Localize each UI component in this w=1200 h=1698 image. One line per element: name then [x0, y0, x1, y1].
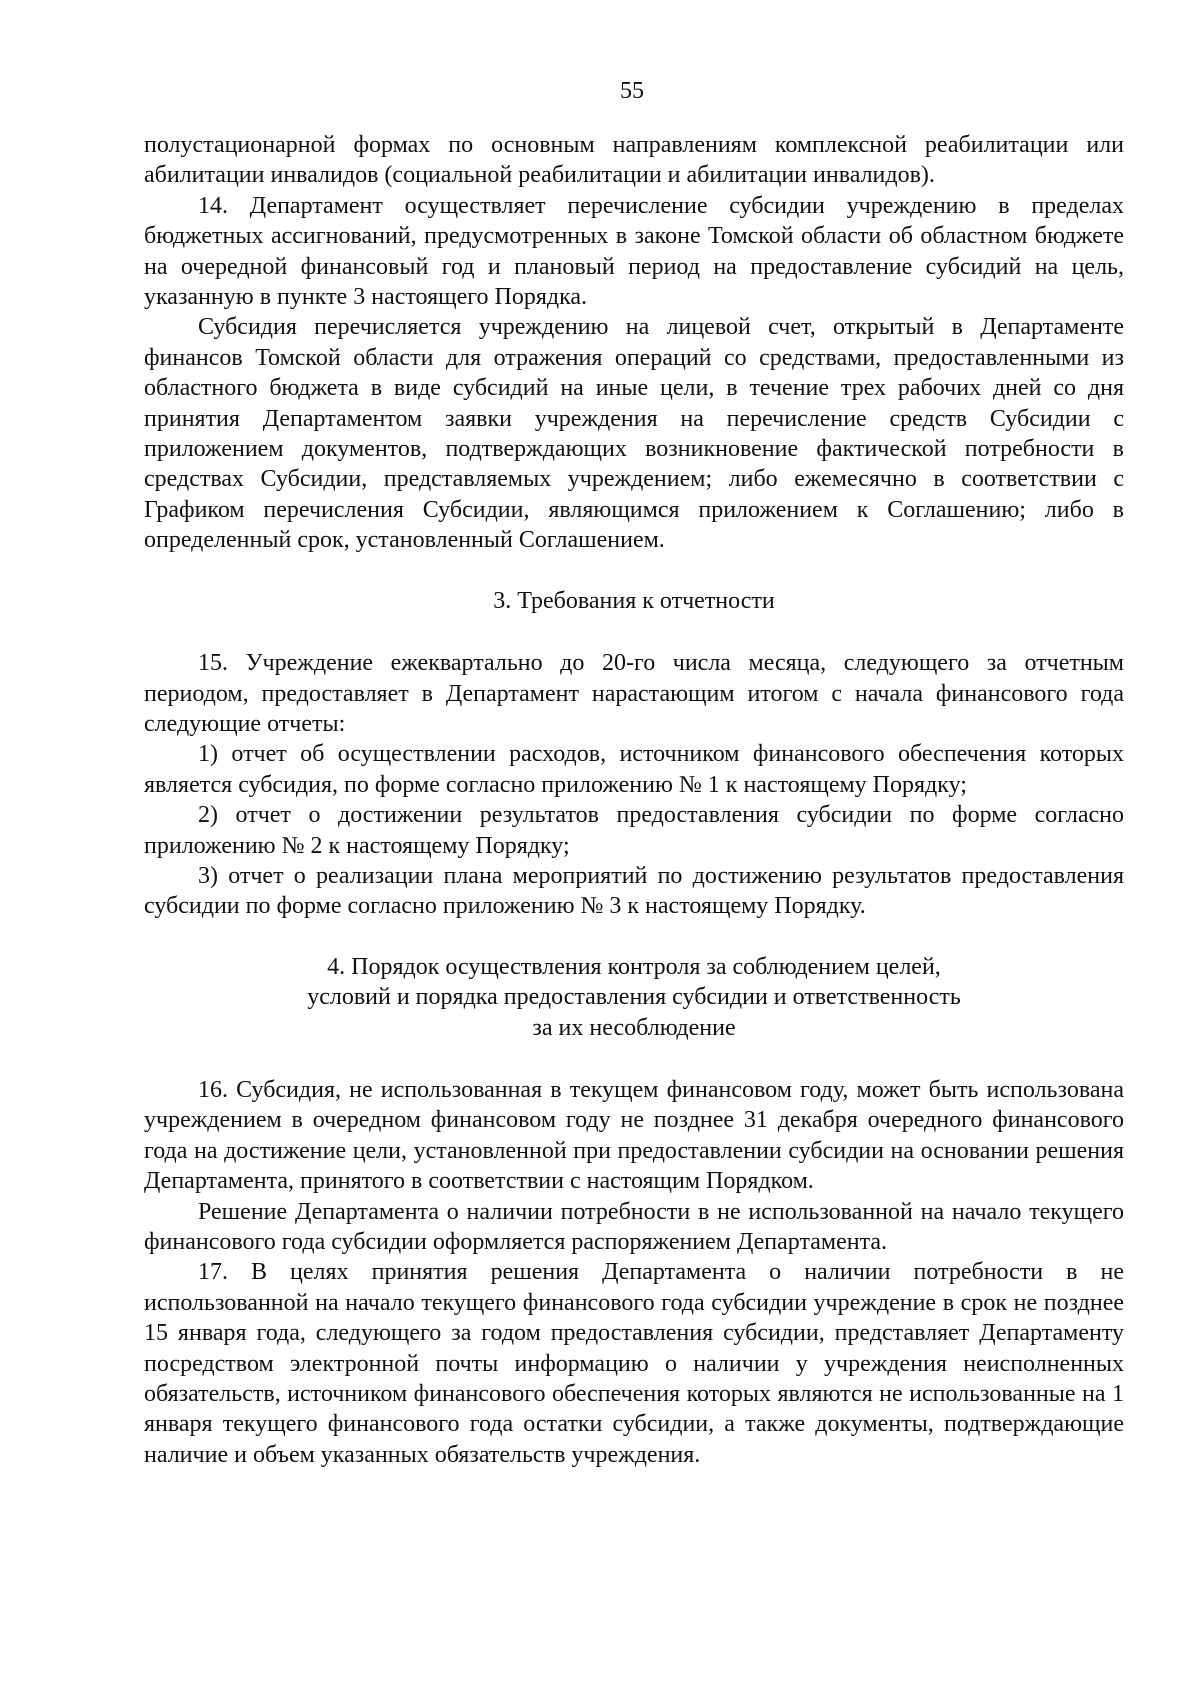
document-body	[144, 130, 1124, 1470]
report-item-3: 3) отчет о реализации плана мероприятий по достижению результатов предоставления субсидии по форме согласно приложению № 3 к настоящему Порядку.	[144, 862, 1124, 920]
section-3-heading: 3. Требования к отчетности	[493, 587, 775, 614]
page-number: 55	[620, 78, 644, 104]
section-4-heading-line: за их несоблюдение	[532, 1014, 736, 1041]
paragraph-subsidy-transfer: Субсидия перечисляется учреждению на лицевой счет, открытый в Департаменте финансов Томской области для отражения операций со средствами, предоставленными из областного бюджета в виде субсидий на иные цели, в течение трех рабочих дней со дня принятия Департаментом заявки учреждения на перечисление средств Субсидии с приложением документов, подтверждающих возникновение фактической потребности в средствах Субсидии, представляемых учреждением; либо ежемесячно в соответствии с Графиком перечисления Субсидии, являющимся приложением к Соглашению; либо в определенный срок, установленный Соглашением.	[144, 314, 1124, 554]
paragraph-item-14: 14. Департамент осуществляет перечисление субсидии учреждению в пределах бюджетных ассигнований, предусмотренных в законе Томской области об областном бюджете на очередной финансовый год и плановый период на предоставление субсидий на цель, указанную в пункте 3 настоящего Порядка.	[144, 192, 1124, 311]
paragraph-item-17: 17. В целях принятия решения Департамента о наличии потребности в не использованной на начало текущего финансового года субсидии учреждение в срок не позднее 15 января года, следующего за годом предоставления субсидии, представляет Департаменту посредством электронной почты информацию о наличии у учреждения неисполненных обязательств, источником финансового обеспечения которых являются не использованные на 1 января текущего финансового года остатки субсидии, а также документы, подтверждающие наличие и объем указанных обязательств учреждения.	[144, 1259, 1124, 1468]
section-4-heading-line: условий и порядка предоставления субсидии и ответственность	[307, 984, 961, 1011]
section-4-heading	[144, 952, 1124, 1043]
paragraph-decision: Решение Департамента о наличии потребности в не использованной на начало текущего финансового года субсидии оформляется распоряжением Департамента.	[144, 1198, 1124, 1255]
paragraph-item-16: 16. Субсидия, не использованная в текущем финансовом году, может быть использована учреждением в очередном финансовом году не позднее 31 декабря очередного финансового года на достижение цели, установленной при предоставлении субсидии на основании решения Департамента, принятого в соответствии с настоящим Порядком.	[144, 1076, 1124, 1195]
section-4-heading-line: 4. Порядок осуществления контроля за соблюдением целей,	[327, 953, 941, 980]
paragraph-item-15: 15. Учреждение ежеквартально до 20-го числа месяца, следующего за отчетным периодом, предоставляет в Департамент нарастающим итогом с начала финансового года следующие отчеты:	[144, 650, 1124, 737]
paragraph-continuation: полустационарной формах по основным направлениям комплексной реабилитации или абилитации инвалидов (социальной реабилитации и абилитации инвалидов).	[144, 132, 1124, 189]
report-item-1: 1) отчет об осуществлении расходов, источником финансового обеспечения которых является субсидия, по форме согласно приложению № 1 к настоящему Порядку;	[144, 741, 1124, 798]
report-item-2: 2) отчет о достижении результатов предоставления субсидии по форме согласно приложению № 2 к настоящему Порядку;	[144, 802, 1124, 859]
